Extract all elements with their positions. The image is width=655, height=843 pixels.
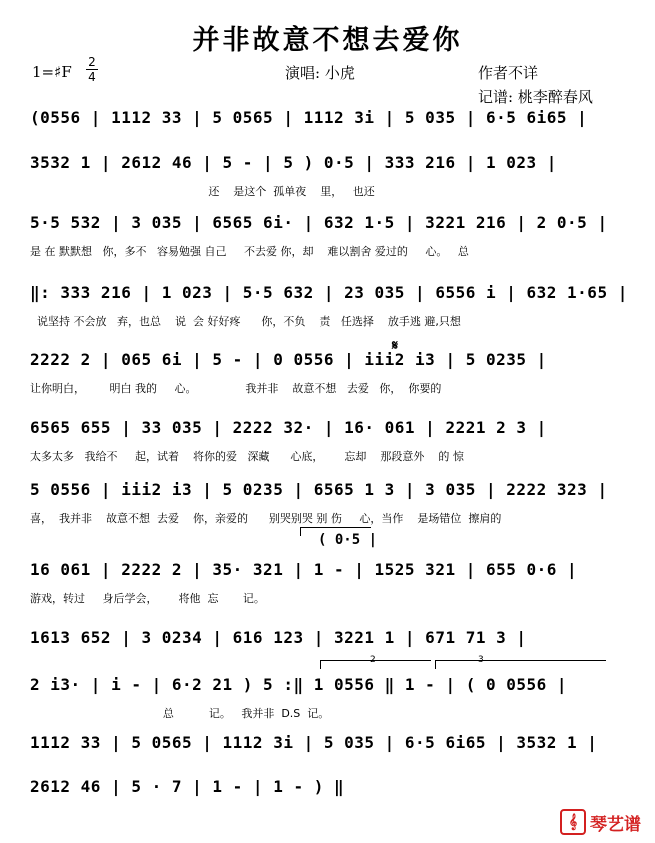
lyric-line: 还 是这个 孤单夜 里， 也还 [30, 185, 375, 198]
score-row [30, 777, 630, 839]
volta-3-bracket [435, 660, 606, 669]
composer-credit: 作者不详 [478, 64, 539, 82]
notation-line: 2222 2 | 065 6i | 5 - | 0 0556 | iii2 i3 | 5 0235 | [30, 350, 547, 369]
lyric-line: 让你明白， 明白 我的 心。 我并非 故意不想 去爱 你， 你要的 [30, 382, 442, 395]
song-title: 并非故意不想去爱你 [192, 25, 463, 56]
logo-mark-icon: 𝄞 [560, 809, 586, 835]
score-row [30, 213, 630, 275]
time-signature-top: 2 [88, 55, 96, 69]
notation-line: 5 0556 | iii2 i3 | 5 0235 | 6565 1 3 | 3 035 | 2222 323 | [30, 480, 608, 499]
notation-line: 2 i3· | i - | 6·2 21 ) 5 :‖ 1 0556 ‖ 1 - | ( 0 0556 | [30, 675, 568, 694]
notation-line: 5·5 532 | 3 035 | 6565 6i· | 632 1·5 | 3221 216 | 2 0·5 | [30, 213, 608, 232]
interlude-marker: ( 0·5 | [318, 532, 378, 548]
score-row [30, 675, 630, 737]
lyric-line: 游戏，转过 身后学会， 将他 忘 记。 [30, 592, 265, 605]
key-signature: 1=♯F [32, 63, 72, 81]
score-row [30, 350, 630, 412]
notation-line: 2612 46 | 5 · 7 | 1 - | 1 - ) ‖ [30, 777, 345, 796]
notation-line: 1112 33 | 5 0565 | 1112 3i | 5 035 | 6·5 6i65 | 3532 1 | [30, 733, 598, 752]
notation-line: 16 061 | 2222 2 | 35· 321 | 1 - | 1525 321 | 655 0·6 | [30, 560, 578, 579]
notation-line: 1613 652 | 3 0234 | 616 123 | 3221 1 | 671 71 3 | [30, 628, 527, 647]
notation-line: 6565 655 | 33 035 | 2222 32· | 16· 061 | 2221 2 3 | [30, 418, 547, 437]
logo-text: 琴艺谱 [590, 814, 641, 835]
lyric-line: 太多太多 我给不 起，试着 将你的爱 深藏 心底， 忘却 那段意外 的 惊 [30, 450, 464, 463]
interlude-bracket [300, 527, 371, 536]
lyric-line: 喜， 我并非 故意不想 去爱 你，亲爱的 别哭别哭 别 伤 心，当作 是场错位 擦肩的 [30, 512, 502, 525]
score-row [30, 560, 630, 622]
volta-2-number: 2 [370, 655, 376, 665]
notation-line: ‖: 333 216 | 1 023 | 5·5 632 | 23 035 | 6556 i | 632 1·65 | [30, 283, 628, 302]
time-signature [86, 56, 98, 83]
score-row [30, 418, 630, 480]
lyric-line: 总 记。 我并非 D.S 记。 [30, 707, 330, 720]
score-row [30, 283, 630, 345]
volta-3-number: 3 [478, 655, 484, 665]
singer-credit: 演唱: 小虎 [285, 64, 355, 82]
notator-credit: 记谱: 桃李醉春风 [478, 88, 593, 106]
segno-icon: 𝄋 [392, 338, 399, 354]
notation-line: 3532 1 | 2612 46 | 5 - | 5 ) 0·5 | 333 216 | 1 023 | [30, 153, 557, 172]
notation-line: (0556 | 1112 33 | 5 0565 | 1112 3i | 5 035 | 6·5 6i65 | [30, 108, 588, 127]
logo [560, 809, 641, 835]
lyric-line: 是 在 默默想 你，多不 容易勉强 自己 不去爱 你，却 难以割舍 爱过的 心。 总 [30, 245, 469, 258]
lyric-line: 说坚持 不会放 弃，也总 说 会 好好疼 你，不负 责 任选择 放手逃 避,只想 [30, 315, 461, 328]
score-row [30, 153, 630, 215]
time-signature-bottom: 4 [88, 70, 96, 84]
